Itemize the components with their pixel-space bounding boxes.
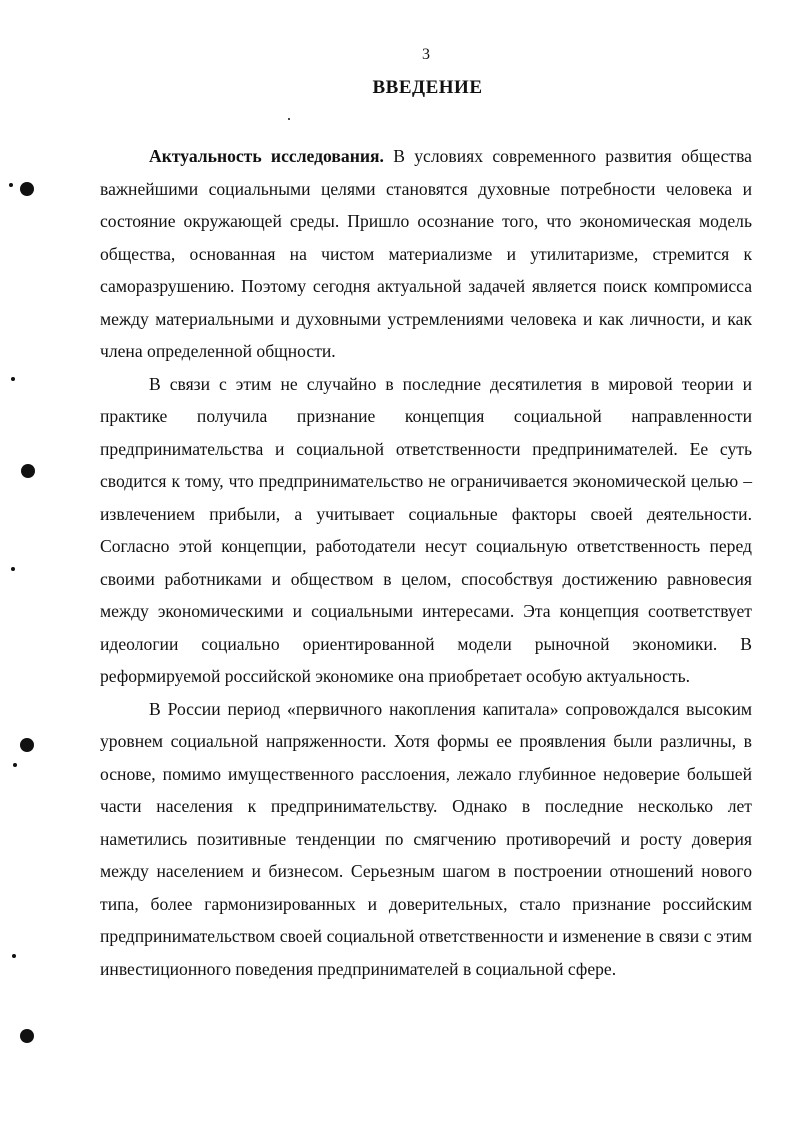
page-number: 3 [422,46,430,63]
paragraph-russia: В России период «первичного накопления капитала» сопровождался высоким уровнем социальной напряженности. Хотя формы ее проявления были различны, в основе, помимо имущественного расслоения, лежало глубинное недоверие большей части населения к предпринимательству. Однако в последние несколько лет наметились позитивные тенденции по смягчению противоречий и росту доверия между населением и бизнесом. Серьезным шагом в построении отношений нового типа, более гармонизированных и доверительных, стало признание российским предпринимательством своей социальной ответственности и изменение в связи с этим инвестиционного поведения предпринимателей в социальной сфере. [100,698,752,979]
scan-speck [13,763,17,767]
punch-hole [20,182,34,196]
body-text [100,140,752,985]
page-title: ВВЕДЕНИЕ [372,77,483,98]
paragraph-text: В условиях современного развития общества важнейшими социальными целями становятся духовные потребности человека и состояние окружающей среды. Пришло осознание того, что экономическая модель общества, основанная на чистом материализме и утилитаризме, стремится к саморазрушению. Поэтому сегодня актуальной задачей является поиск компромисса между материальными и духовными устремлениями человека и как личности, и как члена определенной общности. [100,146,752,361]
paragraph-lead: Актуальность исследования. [149,146,384,166]
scan-speck [288,118,290,120]
punch-hole [20,738,34,752]
scan-speck [11,377,15,381]
scan-speck [9,183,13,187]
scan-speck [12,954,16,958]
paragraph-concept: В связи с этим не случайно в последние десятилетия в мировой теории и практике получила признание концепция социальной направленности предпринимательства и социальной ответственности предпринимателей. Ее суть сводится к тому, что предпринимательство не ограничивается экономической целью – извлечением прибыли, а учитывает социальные факторы своей деятельности. Согласно этой концепции, работодатели несут социальную ответственность перед своими работниками и обществом в целом, способствуя достижению равновесия между экономическими и социальными интересами. Эта концепция соответствует идеологии социально ориентированной модели рыночной экономики. В реформируемой российской экономике она приобретает особую актуальность. [100,373,752,686]
paragraph-relevance [100,140,752,368]
punch-hole [20,1029,34,1043]
scan-speck [11,567,15,571]
punch-hole [21,464,35,478]
